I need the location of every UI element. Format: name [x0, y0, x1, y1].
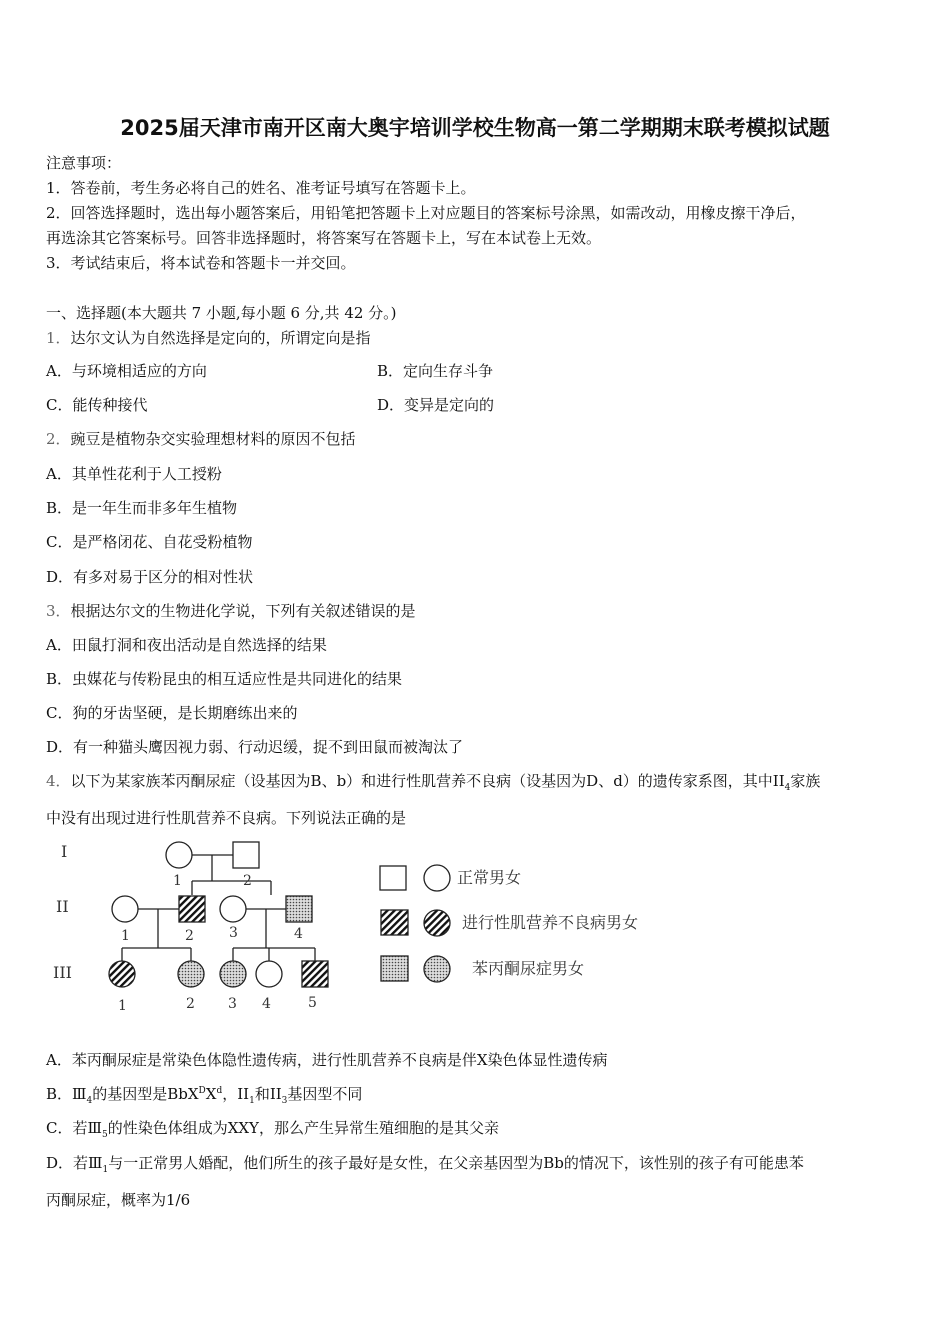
option-text: ，II [222, 1085, 250, 1103]
person-number: 1 [173, 873, 182, 889]
q2-option-c: C．是严格闭花、自花受粉植物 [46, 533, 253, 551]
question-stem: 根据达尔文的生物进化学说，下列有关叙述错误的是 [70, 602, 416, 620]
person-III4 [256, 961, 282, 987]
option-text: 与一正常男人婚配，他们所生的孩子最好是女性，在父亲基因型为Bb的情况下，该性别的孩子有可能患苯 [108, 1154, 804, 1172]
person-II4 [286, 896, 312, 922]
question-4-line-1 [46, 770, 820, 793]
q4-option-c [46, 1117, 499, 1140]
q3-option-a: A．田鼠打洞和夜出活动是自然选择的结果 [46, 636, 327, 654]
legend-normal-label: 正常男女 [457, 868, 522, 887]
subscript: 4 [784, 783, 791, 793]
page-title: 2025届天津市南开区南大奥宇培训学校生物高一第二学期期末联考模拟试题 [120, 116, 830, 140]
question-2 [46, 428, 356, 449]
notice-item-1: 1．答卷前，考生务必将自己的姓名、准考证号填写在答题卡上。 [46, 179, 476, 197]
legend-pku-female [424, 956, 450, 982]
q2-option-a: A．其单性花利于人工授粉 [46, 465, 222, 483]
generation-label: III [53, 963, 72, 982]
option-text: X [205, 1085, 217, 1103]
question-number: 3． [46, 602, 71, 620]
person-number: 1 [121, 928, 130, 944]
subscript: 1 [249, 1096, 255, 1106]
question-stem: 以下为某家族苯丙酮尿症（设基因为B、b）和进行性肌营养不良病（设基因为D、d）的遗传家系图，其中II [70, 772, 785, 790]
notice-item-2a: 2．回答选择题时，选出每小题答案后，用铅笔把答题卡上对应题目的答案标号涂黑，如需改动，用橡皮擦干净后， [46, 204, 806, 222]
person-III5 [302, 961, 328, 987]
notice-item-3: 3．考试结束后，将本试卷和答题卡一并交回。 [46, 254, 356, 272]
option-text: 的性染色体组成为XXY，那么产生异常生殖细胞的是其父亲 [107, 1119, 499, 1137]
question-stem-end: 家族 [790, 772, 821, 790]
person-II2 [179, 896, 205, 922]
subscript: 1 [102, 1165, 109, 1175]
q4-option-b [46, 1083, 362, 1106]
question-4-line-2: 中没有出现过进行性肌营养不良病。下列说法正确的是 [46, 809, 407, 827]
question-3 [46, 600, 416, 621]
superscript: D [198, 1086, 206, 1096]
notice-item-2b: 再选涂其它答案标号。回答非选择题时，将答案写在答题卡上，写在本试卷上无效。 [46, 229, 602, 247]
section-heading: 一、选择题(本大题共 7 小题,每小题 6 分,共 42 分。) [46, 304, 397, 322]
q2-option-b: B．是一年生而非多年生植物 [46, 499, 238, 517]
subscript: 5 [101, 1130, 108, 1140]
legend-dmd-female [424, 910, 450, 936]
q3-option-d: D．有一种猫头鹰因视力弱、行动迟缓，捉不到田鼠而被淘汰了 [46, 738, 464, 756]
option-text: B．Ⅲ [46, 1085, 87, 1103]
q4-option-d [46, 1152, 804, 1175]
person-number: 2 [186, 996, 195, 1012]
q4-option-a: A．苯丙酮尿症是常染色体隐性遗传病，进行性肌营养不良病是伴X染色体显性遗传病 [46, 1051, 608, 1069]
q1-option-d: D．变异是定向的 [377, 396, 495, 414]
option-text: C．若Ⅲ [46, 1119, 102, 1137]
person-number: 4 [262, 996, 271, 1012]
q1-option-a: A．与环境相适应的方向 [46, 362, 207, 380]
legend-normal-male [380, 866, 406, 890]
person-I1 [166, 842, 192, 868]
q1-option-c: C．能传种接代 [46, 396, 148, 414]
question-1 [46, 327, 371, 348]
legend-pku-male [381, 956, 408, 981]
option-text: 基因型不同 [287, 1085, 363, 1103]
person-II3 [220, 896, 246, 922]
pedigree-chart [40, 832, 680, 1022]
subscript: 3 [281, 1096, 288, 1106]
q4-option-d-line-2: 丙酮尿症，概率为1/6 [46, 1191, 191, 1209]
generation-label: II [56, 897, 69, 916]
superscript: d [216, 1086, 223, 1096]
legend-pku-label: 苯丙酮尿症男女 [472, 959, 585, 978]
question-number: 1． [46, 329, 71, 347]
q3-option-b: B．虫媒花与传粉昆虫的相互适应性是共同进化的结果 [46, 670, 403, 688]
person-I2 [233, 842, 259, 868]
notice-heading: 注意事项： [46, 154, 122, 172]
q1-option-b: B．定向生存斗争 [377, 362, 494, 380]
person-number: 1 [118, 998, 127, 1014]
person-number: 2 [243, 873, 252, 889]
q3-option-c: C．狗的牙齿坚硬，是长期磨练出来的 [46, 704, 298, 722]
subscript: 4 [86, 1096, 93, 1106]
person-number: 3 [228, 996, 237, 1012]
legend-dmd-label: 进行性肌营养不良病男女 [462, 913, 639, 932]
question-stem: 豌豆是植物杂交实验理想材料的原因不包括 [70, 430, 356, 448]
legend-dmd-male [381, 910, 408, 935]
person-number: 2 [185, 928, 194, 944]
person-number: 4 [294, 926, 303, 942]
q2-option-d: D．有多对易于区分的相对性状 [46, 568, 254, 586]
person-number: 5 [308, 995, 317, 1011]
question-stem: 达尔文认为自然选择是定向的，所谓定向是指 [70, 329, 371, 347]
question-number: 2． [46, 430, 71, 448]
person-III1 [109, 961, 135, 987]
generation-label: I [61, 842, 68, 861]
legend-normal-female [424, 865, 450, 891]
option-text: 和II [254, 1085, 282, 1103]
question-number: 4． [46, 772, 71, 790]
person-II1 [112, 896, 138, 922]
person-III3 [220, 961, 246, 987]
option-text: D．若Ⅲ [46, 1154, 103, 1172]
option-text: 的基因型是BbX [92, 1085, 199, 1103]
person-number: 3 [229, 925, 238, 941]
person-III2 [178, 961, 204, 987]
